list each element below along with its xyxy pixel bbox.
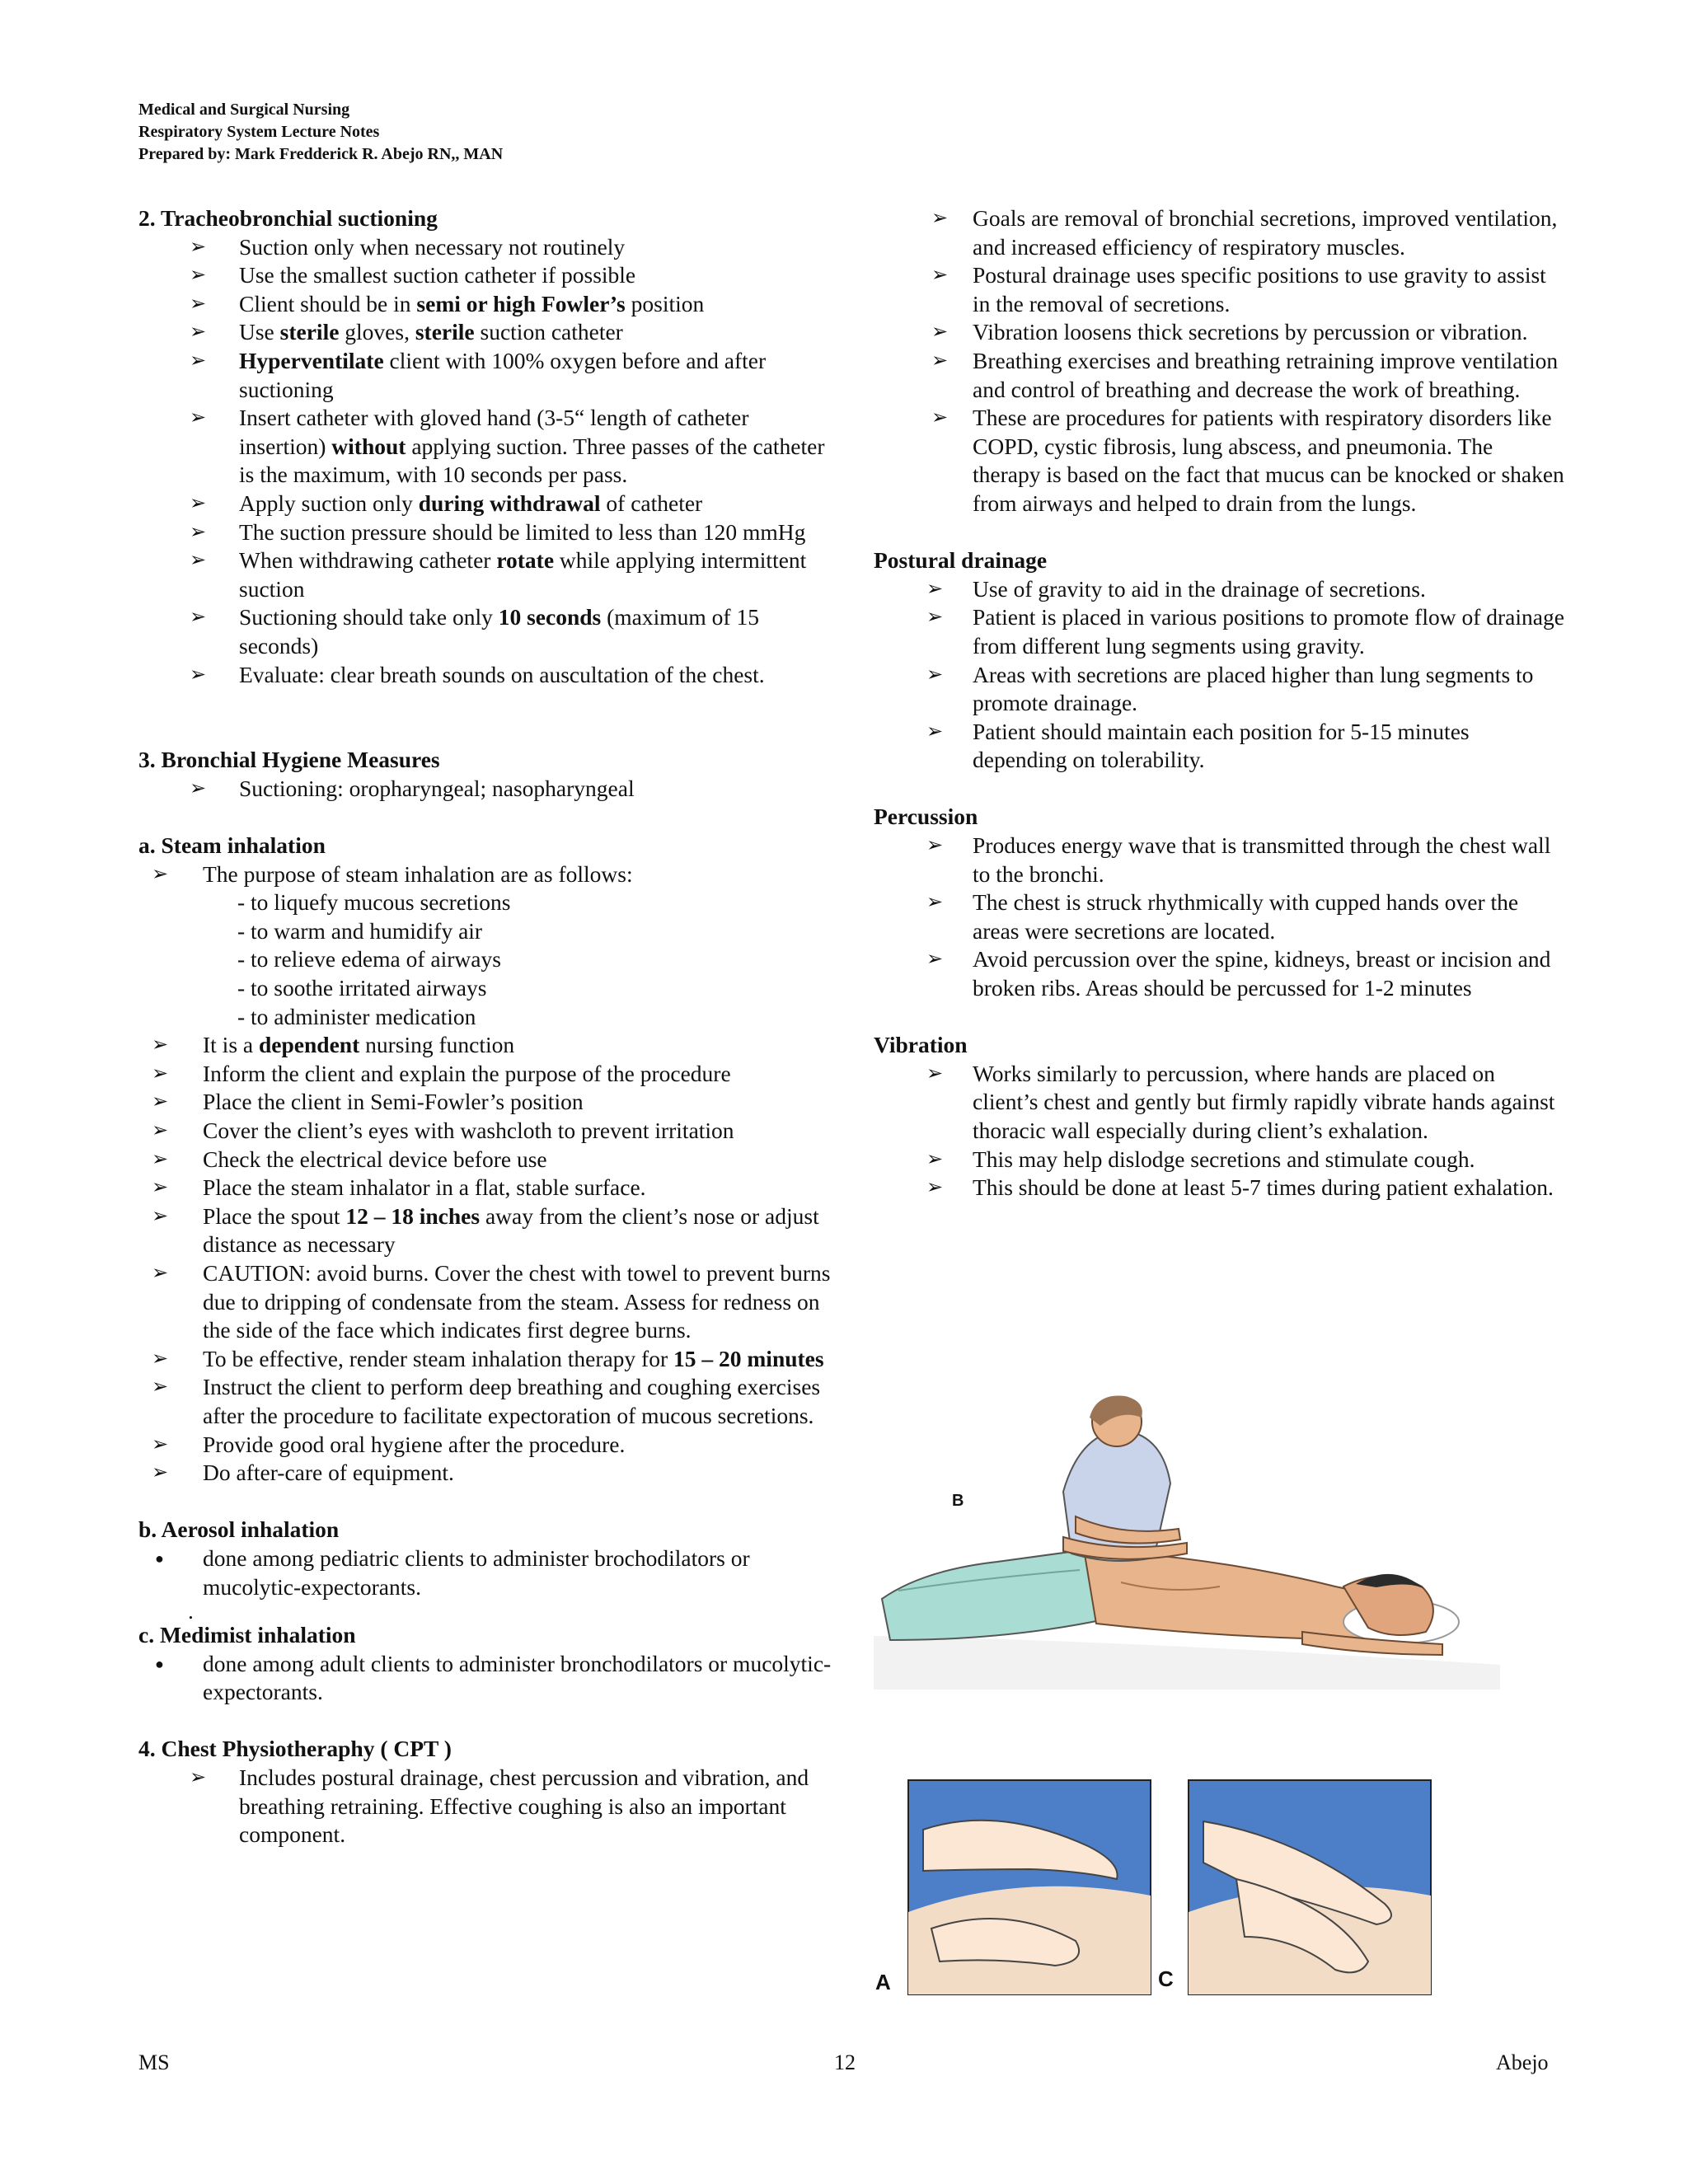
item-text: Do after-care of equipment. (203, 1460, 454, 1486)
item-text: (maximum of 15 seconds) (239, 604, 759, 658)
spacer (138, 1488, 839, 1516)
spacer (874, 518, 1566, 547)
list-item (874, 204, 1566, 261)
figure-label-c: C (1158, 1966, 1174, 1991)
list-item (138, 1431, 839, 1460)
item-text: Place the spout (203, 1202, 346, 1229)
list-item (138, 347, 839, 404)
item-text: Avoid percussion over the spine, kidneys, breast or incision and broken ribs. Areas should be percussed for 1-2 minutes (973, 946, 1551, 1001)
list-item (138, 1202, 839, 1259)
header-topic: Respiratory System Lecture Notes (138, 123, 380, 141)
cpt-goals-list (874, 204, 1566, 518)
list-item (138, 518, 839, 547)
list-item (138, 1544, 839, 1601)
section-3-title: 3. Bronchial Hygiene Measures (138, 747, 440, 773)
emphasis: rotate (496, 547, 555, 574)
list-item (874, 347, 1566, 404)
list-item (874, 318, 1566, 347)
item-text: Patient should maintain each position for 5-15 minutes depending on tolerability. (973, 718, 1470, 773)
vibration-list (874, 1060, 1566, 1202)
cpt-list (138, 1764, 839, 1849)
emphasis: sterile (415, 319, 475, 345)
list-item (138, 1031, 839, 1060)
footer-left: MS (138, 2050, 170, 2074)
list-item (874, 404, 1566, 518)
percussion-list (874, 832, 1566, 1003)
section-4-title: 4. Chest Physiotheraphy ( CPT ) (138, 1736, 452, 1762)
item-text: CAUTION: avoid burns. Cover the chest with towel to prevent burns due to dripping of condensate from the steam. Assess for redness on the side of the face which indicates first degree burns. (203, 1259, 831, 1343)
list-item (138, 1345, 839, 1374)
item-text: To be effective, render steam inhalation therapy for (203, 1345, 674, 1371)
percussion-drawing (874, 1393, 1500, 1690)
document-header (138, 99, 503, 166)
item-text: Produces energy wave that is transmitted through the chest wall to the bronchi. (973, 832, 1551, 887)
aerosol-list (138, 1544, 839, 1601)
list-item (874, 261, 1566, 318)
list-item (874, 1060, 1566, 1146)
item-text: The chest is struck rhythmically with cupped hands over the areas were secretions are located. (973, 889, 1519, 944)
item-text: Check the electrical device before use (203, 1146, 547, 1172)
item-text: Client should be in (239, 290, 417, 316)
item-text: client with 100% oxygen before and after suctioning (239, 347, 767, 402)
list-item (138, 546, 839, 603)
item-text: This may help dislodge secretions and stimulate cough. (973, 1146, 1475, 1172)
item-text: Inform the client and explain the purpose of the procedure (203, 1060, 731, 1086)
item-text: done among adult clients to administer bronchodilators or mucolytic-expectorants. (203, 1650, 832, 1705)
item-text: These are procedures for patients with respiratory disorders like COPD, cystic fibrosis, lung abscess, and pneumonia. The therapy is based on the fact that mucus can be knocked or shaken from airways and helped to drain from the lungs. (973, 405, 1564, 516)
item-text: Goals are removal of bronchial secretions, improved ventilation, and increased efficiency of respiratory muscles. (973, 205, 1558, 260)
item-text: The purpose of steam inhalation are as follows: (203, 860, 633, 887)
item-text: Evaluate: clear breath sounds on auscultation of the chest. (239, 661, 765, 687)
item-text: Suction only when necessary not routinely (239, 233, 626, 260)
list-item (138, 1373, 839, 1430)
list-item (874, 1174, 1566, 1202)
emphasis: 12 – 18 inches (345, 1202, 481, 1229)
list-item (138, 1259, 839, 1345)
list-item (874, 661, 1566, 718)
right-column (874, 204, 1566, 1202)
item-text: Postural drainage uses specific positions to use gravity to assist in the removal of secretions. (973, 262, 1546, 316)
emphasis: without (331, 433, 406, 459)
item-text: Use (239, 319, 280, 345)
emphasis: Hyperventilate (239, 347, 384, 373)
spacer (138, 689, 839, 718)
header-course: Medical and Surgical Nursing (138, 101, 350, 119)
suctioning-list (138, 233, 839, 690)
steam-list (138, 860, 839, 889)
spacer (874, 1003, 1566, 1032)
spacer (138, 1707, 839, 1736)
item-text: Areas with secretions are placed higher than lung segments to promote drainage. (973, 661, 1534, 716)
item-text: Cover the client’s eyes with washcloth to prevent irritation (203, 1118, 734, 1143)
item-text: This should be done at least 5-7 times during patient exhalation. (973, 1174, 1554, 1201)
section-b-title: b. Aerosol inhalation (138, 1516, 340, 1543)
emphasis: dependent (258, 1032, 360, 1058)
list-item (138, 603, 839, 660)
item-text: applying suction. Three passes of the catheter is the maximum, with 10 seconds per pass. (239, 433, 825, 488)
item-text: suction catheter (474, 319, 623, 345)
emphasis: semi or high Fowler’s (416, 290, 626, 316)
list-item (138, 661, 839, 690)
purpose-item: - to liquefy mucous secretions (237, 889, 511, 916)
purpose-item: - to soothe irritated airways (237, 975, 487, 1001)
list-item (138, 261, 839, 290)
list-item (138, 490, 839, 518)
hand-position-drawing (874, 1772, 1484, 2003)
page-number: 12 (834, 2050, 856, 2074)
hygiene-list (138, 775, 839, 804)
list-item (138, 290, 839, 319)
list-item (874, 888, 1566, 945)
item-text: Place the steam inhalator in a flat, stable surface. (203, 1174, 646, 1201)
item-text: Instruct the client to perform deep breathing and coughing exercises after the procedure to facilitate expectoration of mucous secretions. (203, 1374, 821, 1428)
medimist-list (138, 1650, 839, 1707)
percussion-illustration (874, 1393, 1500, 1690)
item-text: Vibration loosens thick secretions by percussion or vibration. (973, 319, 1528, 345)
item-text: Includes postural drainage, chest percussion and vibration, and breathing retraining. Effective coughing is also an important component. (239, 1765, 809, 1848)
item-text: Breathing exercises and breathing retraining improve ventilation and control of breathing and decrease the work of breathing. (973, 347, 1559, 402)
postural-title: Postural drainage (874, 547, 1048, 574)
stray-period: . (188, 1598, 194, 1624)
left-column (138, 204, 839, 1849)
vibration-title: Vibration (874, 1032, 968, 1058)
steam-steps-list (138, 1031, 839, 1488)
item-text: Use the smallest suction catheter if possible (239, 262, 636, 288)
item-text: gloves, (339, 319, 415, 345)
item-text: while applying intermittent suction (239, 547, 807, 602)
item-text: Works similarly to percussion, where hands are placed on client’s chest and gently but firmly rapidly vibrate hands against thoracic wall especially during client’s exhalation. (973, 1060, 1555, 1143)
section-2-title: 2. Tracheobronchial suctioning (138, 205, 438, 231)
purpose-item: - to warm and humidify air (237, 917, 483, 944)
figure-label-a: A (875, 1970, 891, 1994)
item-text: done among pediatric clients to administer brochodilators or mucolytic-expectorants. (203, 1544, 750, 1600)
footer-right: Abejo (1496, 2050, 1549, 2074)
list-item (874, 945, 1566, 1002)
list-item (874, 1146, 1566, 1174)
hand-position-panels (874, 1772, 1484, 2003)
figure-label-b: B (952, 1492, 964, 1510)
spacer (138, 803, 839, 832)
item-text: Place the client in Semi-Fowler’s position (203, 1089, 584, 1115)
item-text: Patient is placed in various positions to promote flow of drainage from different lung segments using gravity. (973, 604, 1564, 658)
item-text: The suction pressure should be limited to less than 120 mmHg (239, 518, 806, 545)
emphasis: during withdrawal (418, 490, 601, 516)
list-item (874, 603, 1566, 660)
item-text: Suctioning should take only (239, 604, 499, 630)
item-text: It is a (203, 1032, 259, 1058)
item-text: Provide good oral hygiene after the procedure. (203, 1431, 626, 1457)
item-text: Use of gravity to aid in the drainage of secretions. (973, 575, 1426, 602)
item-text: nursing function (359, 1032, 515, 1058)
emphasis: sterile (279, 319, 340, 345)
emphasis: 15 – 20 minutes (673, 1345, 824, 1371)
item-text: away from the client’s nose or adjust distance as necessary (203, 1202, 819, 1258)
spacer (138, 718, 839, 747)
list-item (138, 318, 839, 347)
list-item (874, 718, 1566, 775)
list-item (874, 575, 1566, 604)
header-author: Prepared by: Mark Fredderick R. Abejo RN,, MAN (138, 145, 504, 163)
list-item (138, 1146, 839, 1174)
item-text: Insert catheter with gloved hand (3-5“ length of catheter insertion) (239, 405, 749, 459)
list-item (138, 1459, 839, 1488)
list-item (138, 1088, 839, 1117)
list-item (138, 1117, 839, 1146)
percussion-title: Percussion (874, 804, 978, 830)
emphasis: 10 seconds (498, 604, 602, 630)
list-item (874, 832, 1566, 888)
spacer (874, 775, 1566, 804)
list-item (138, 1650, 839, 1707)
list-item (138, 1060, 839, 1089)
item-text: of catheter (600, 490, 703, 516)
section-c-title: c. Medimist inhalation (138, 1622, 356, 1648)
postural-list (874, 575, 1566, 775)
list-item (138, 775, 839, 804)
list-item (138, 860, 839, 889)
item-text: Suctioning: oropharyngeal; nasopharyngeal (239, 775, 635, 801)
list-item (138, 404, 839, 490)
list-item (138, 1764, 839, 1849)
item-text: Apply suction only (239, 490, 419, 516)
list-item (138, 233, 839, 262)
item-text: position (625, 290, 705, 316)
list-item (138, 1174, 839, 1202)
item-text: When withdrawing catheter (239, 547, 497, 574)
section-a-title: a. Steam inhalation (138, 832, 326, 859)
purpose-item: - to administer medication (237, 1003, 476, 1029)
purpose-item: - to relieve edema of airways (237, 946, 501, 972)
